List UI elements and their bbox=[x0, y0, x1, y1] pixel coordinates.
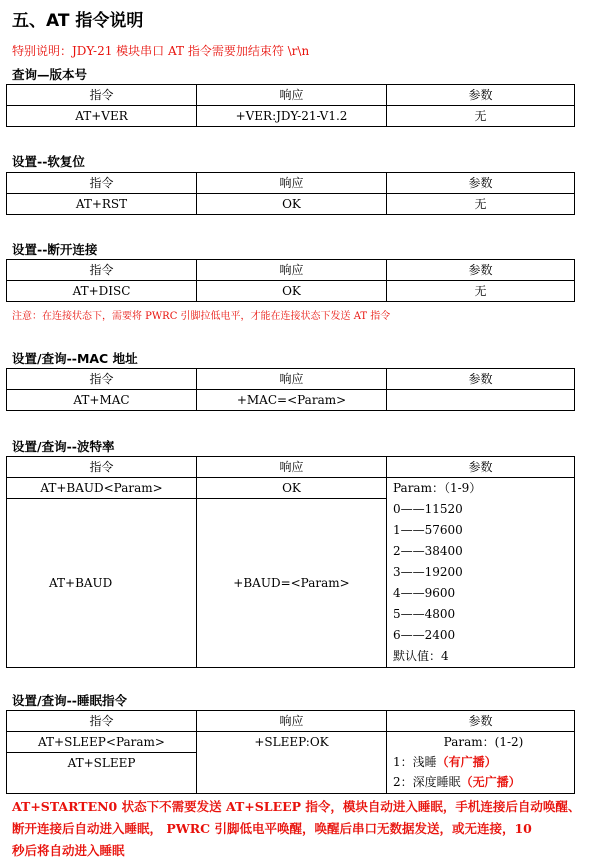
table-disc bbox=[6, 259, 575, 302]
header-cmd: 指令 bbox=[7, 457, 197, 478]
resp-cell: +SLEEP:OK bbox=[197, 732, 387, 794]
table-header-row bbox=[7, 457, 575, 478]
section-heading-mac: 设置/查询--MAC 地址 bbox=[12, 351, 138, 366]
list-item: 0——11520 bbox=[393, 502, 463, 516]
list-item: 2——38400 bbox=[393, 544, 463, 558]
header-resp: 响应 bbox=[197, 711, 387, 732]
section-heading-version: 查询—版本号 bbox=[12, 67, 88, 82]
table-header-row bbox=[7, 173, 575, 194]
section-heading-sleep: 设置/查询--睡眠指令 bbox=[12, 693, 127, 708]
resp-cell: +VER:JDY-21-V1.2 bbox=[197, 106, 387, 127]
sleep-param-title: Param：(1-2) bbox=[443, 735, 524, 749]
resp-cell: +BAUD=<Param> bbox=[197, 499, 387, 668]
section-heading-reset: 设置--软复位 bbox=[12, 154, 85, 169]
sleep-option-2 bbox=[393, 772, 574, 792]
table-reset bbox=[6, 172, 575, 215]
table-sleep bbox=[6, 710, 575, 794]
cmd-cell: AT+MAC bbox=[7, 390, 197, 411]
special-note: 特别说明：JDY-21 模块串口 AT 指令需要加结束符 \r\n bbox=[12, 44, 310, 58]
header-resp: 响应 bbox=[197, 260, 387, 281]
header-cmd: 指令 bbox=[7, 85, 197, 106]
cmd-cell: AT+DISC bbox=[7, 281, 197, 302]
sleep-option-2-label: 2：深度睡眠 bbox=[393, 775, 461, 789]
table-header-row bbox=[7, 260, 575, 281]
table-row bbox=[7, 281, 575, 302]
bottom-note-line-1: AT+STARTEN0 状态下不需要发送 AT+SLEEP 指令，模块自动进入睡眠，手机连接后自动唤醒、 bbox=[12, 799, 581, 814]
table-row bbox=[7, 194, 575, 215]
resp-cell: OK bbox=[197, 478, 387, 499]
table-row bbox=[7, 390, 575, 411]
baud-param-list bbox=[387, 478, 575, 668]
sleep-option-1-label: 1：浅睡 bbox=[393, 755, 437, 769]
param-cell: 无 bbox=[387, 194, 575, 215]
resp-cell: OK bbox=[197, 194, 387, 215]
header-resp: 响应 bbox=[197, 369, 387, 390]
list-item: 4——9600 bbox=[393, 586, 456, 600]
cmd-cell: AT+RST bbox=[7, 194, 197, 215]
header-resp: 响应 bbox=[197, 85, 387, 106]
table-header-row bbox=[7, 369, 575, 390]
cmd-cell: AT+VER bbox=[7, 106, 197, 127]
header-cmd: 指令 bbox=[7, 711, 197, 732]
list-item: 默认值：4 bbox=[393, 649, 449, 663]
header-param: 参数 bbox=[387, 260, 575, 281]
header-param: 参数 bbox=[387, 173, 575, 194]
table-baud bbox=[6, 456, 575, 668]
bottom-note-line-3: 秒后将自动进入睡眠 bbox=[12, 843, 125, 858]
table-header-row bbox=[7, 711, 575, 732]
bottom-note-line-2: 断开连接后自动进入睡眠， PWRC 引脚低电平唤醒，唤醒后串口无数据发送，或无连接，10 bbox=[12, 821, 532, 836]
table-header-row bbox=[7, 85, 575, 106]
header-resp: 响应 bbox=[197, 173, 387, 194]
sleep-option-1 bbox=[393, 752, 574, 772]
header-param: 参数 bbox=[387, 711, 575, 732]
param-cell: 无 bbox=[387, 281, 575, 302]
header-resp: 响应 bbox=[197, 457, 387, 478]
table-row bbox=[7, 732, 575, 753]
header-cmd: 指令 bbox=[7, 260, 197, 281]
header-cmd: 指令 bbox=[7, 369, 197, 390]
table-mac bbox=[6, 368, 575, 411]
table-version bbox=[6, 84, 575, 127]
param-cell bbox=[387, 390, 575, 411]
sleep-option-1-note: （有广播） bbox=[436, 755, 497, 769]
header-cmd: 指令 bbox=[7, 173, 197, 194]
cmd-cell: AT+SLEEP bbox=[7, 753, 197, 794]
page-title: 五、AT 指令说明 bbox=[12, 11, 144, 31]
cmd-cell: AT+SLEEP<Param> bbox=[7, 732, 197, 753]
param-cell: 无 bbox=[387, 106, 575, 127]
list-item: 5——4800 bbox=[393, 607, 456, 621]
section-heading-disc: 设置--断开连接 bbox=[12, 242, 98, 257]
list-item: 1——57600 bbox=[393, 523, 463, 537]
sleep-bottom-note bbox=[12, 796, 597, 862]
table-row bbox=[7, 106, 575, 127]
list-item: 3——19200 bbox=[393, 565, 463, 579]
list-item: Param：（1-9） bbox=[393, 481, 482, 495]
list-item: 6——2400 bbox=[393, 628, 456, 642]
header-param: 参数 bbox=[387, 85, 575, 106]
section-heading-baud: 设置/查询--波特率 bbox=[12, 439, 115, 454]
sleep-option-2-note: （无广播） bbox=[460, 775, 521, 789]
disc-warning-note: 注意：在连接状态下，需要将 PWRC 引脚拉低电平，才能在连接状态下发送 AT 指令 bbox=[12, 311, 391, 322]
resp-cell: +MAC=<Param> bbox=[197, 390, 387, 411]
header-param: 参数 bbox=[387, 369, 575, 390]
sleep-param-cell bbox=[387, 732, 575, 794]
resp-cell: OK bbox=[197, 281, 387, 302]
cmd-cell: AT+BAUD<Param> bbox=[7, 478, 197, 499]
table-row bbox=[7, 478, 575, 499]
header-param: 参数 bbox=[387, 457, 575, 478]
cmd-cell: AT+BAUD bbox=[7, 499, 197, 668]
